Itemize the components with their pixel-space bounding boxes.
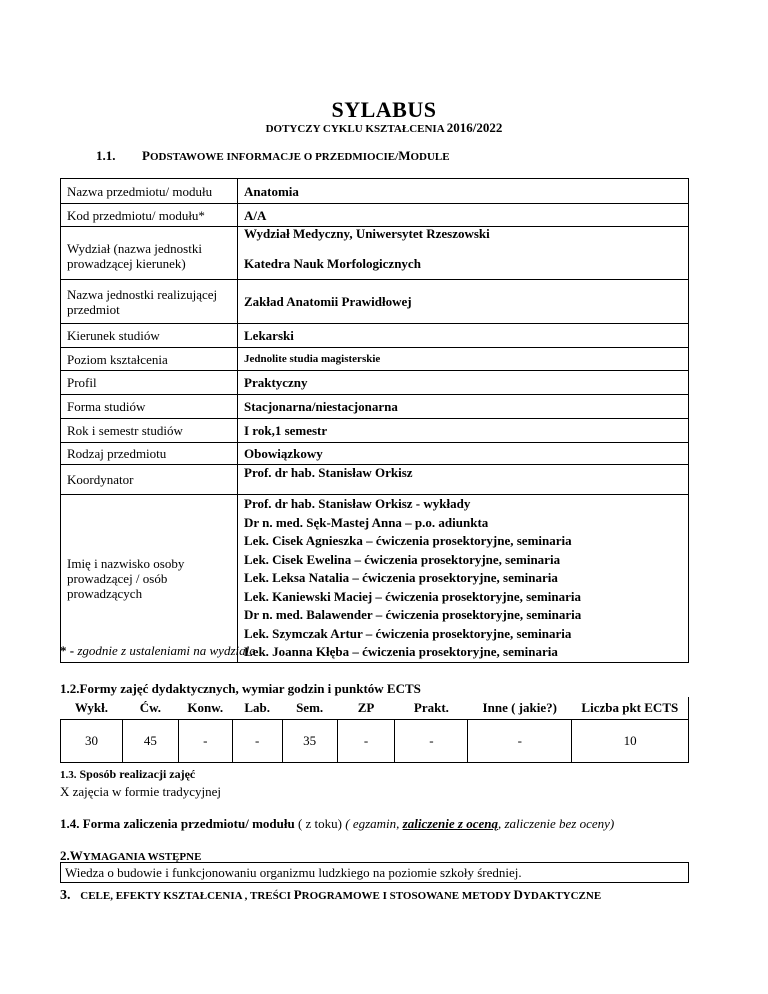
instructor: Dr n. med. Balawender – ćwiczenia prosektoryjne, seminaria bbox=[244, 607, 582, 622]
table-row bbox=[61, 227, 689, 280]
cycle-subtitle bbox=[0, 120, 768, 136]
info-label: Forma studiów bbox=[61, 395, 238, 419]
cycle-prefix: DOTYCZY CYKLU KSZTAŁCENIA bbox=[265, 123, 445, 135]
ects-value: 45 bbox=[122, 720, 178, 763]
ects-header: Prakt. bbox=[395, 697, 468, 720]
section-1-4-title: 1.4. Forma zaliczenia przedmiotu/ modułu bbox=[60, 816, 295, 831]
section-3-part1: CELE, EFEKTY KSZTAŁCENIA , TREŚCI bbox=[80, 890, 294, 902]
footnote-star: * - bbox=[60, 643, 75, 658]
table-row bbox=[61, 324, 689, 348]
info-value: Praktyczny bbox=[238, 371, 689, 395]
section-1-4-mid: ( z toku) bbox=[297, 816, 342, 831]
info-value: I rok,1 semestr bbox=[238, 419, 689, 443]
instructor: Lek. Joanna Kłęba – ćwiczenia prosektoryjne, seminaria bbox=[244, 644, 558, 659]
info-value: Obowiązkowy bbox=[238, 443, 689, 465]
section-1-1-cap: P bbox=[142, 148, 150, 163]
info-label: Kod przedmiotu/ modułu* bbox=[61, 204, 238, 227]
info-label: Wydział (nazwa jednostki prowadzącej kierunek) bbox=[61, 227, 238, 280]
info-label: Rodzaj przedmiotu bbox=[61, 443, 238, 465]
instructor: Dr n. med. Sęk-Mastej Anna – p.o. adiunkta bbox=[244, 514, 489, 530]
ects-value: - bbox=[395, 720, 468, 763]
ects-value: 30 bbox=[61, 720, 123, 763]
table-row bbox=[61, 280, 689, 324]
section-3-part3: YDAKTYCZNE bbox=[522, 890, 602, 902]
ects-value: - bbox=[468, 720, 572, 763]
section-1-1-text: ODSTAWOWE INFORMACJE O PRZEDMIOCIE/ bbox=[149, 151, 399, 163]
section-1-3-text: Sposób realizacji zajęć bbox=[79, 767, 196, 781]
section-1-4-close: , zaliczenie bez oceny) bbox=[498, 816, 615, 831]
ects-header: Inne ( jakie?) bbox=[468, 697, 572, 720]
instructor: Lek. Cisek Agnieszka – ćwiczenia prosektoryjne, seminaria bbox=[244, 533, 572, 548]
instructor: Lek. Kaniewski Maciej – ćwiczenia prosektoryjne, seminaria bbox=[244, 588, 581, 604]
table-row bbox=[61, 371, 689, 395]
ects-header-row bbox=[61, 697, 689, 720]
section-3-number: 3. bbox=[60, 888, 71, 903]
info-value: Stacjonarna/niestacjonarna bbox=[238, 395, 689, 419]
table-row bbox=[61, 465, 689, 495]
info-label: Rok i semestr studiów bbox=[61, 419, 238, 443]
section-3-cap-p: P bbox=[293, 887, 302, 902]
ects-value: 35 bbox=[282, 720, 337, 763]
instructors-list bbox=[238, 495, 689, 663]
ects-value: - bbox=[232, 720, 282, 763]
ects-value: - bbox=[178, 720, 232, 763]
info-value: Prof. dr hab. Stanisław Orkisz bbox=[238, 465, 689, 495]
ects-value: - bbox=[337, 720, 395, 763]
section-1-3-number: 1.3. bbox=[60, 769, 77, 781]
section-1-1-heading bbox=[96, 148, 450, 164]
ects-value: 10 bbox=[572, 720, 689, 763]
faculty-name: Wydział Medyczny, Uniwersytet Rzeszowski bbox=[244, 226, 490, 241]
info-label: Nazwa jednostki realizującej przedmiot bbox=[61, 280, 238, 324]
info-label: Kierunek studiów bbox=[61, 324, 238, 348]
ects-header: ZP bbox=[337, 697, 395, 720]
section-1-1-cap-m: M bbox=[398, 148, 411, 163]
table-row bbox=[61, 204, 689, 227]
table-row bbox=[61, 395, 689, 419]
section-3-title bbox=[60, 887, 601, 904]
prerequisites-box bbox=[60, 862, 689, 883]
section-2-number: 2.W bbox=[60, 848, 83, 863]
instructor: Prof. dr hab. Stanisław Orkisz - wykłady bbox=[244, 496, 471, 511]
info-label: Koordynator bbox=[61, 465, 238, 495]
table-row bbox=[61, 348, 689, 371]
section-2-text: YMAGANIA WSTĘPNE bbox=[82, 851, 202, 863]
section-3-cap-d: D bbox=[513, 887, 523, 902]
footnote-text: zgodnie z ustaleniami na wydziale bbox=[77, 643, 256, 658]
department-name: Katedra Nauk Morfologicznych bbox=[244, 256, 421, 271]
footnote bbox=[60, 643, 255, 659]
info-value: Anatomia bbox=[238, 179, 689, 204]
instructor: Lek. Szymczak Artur – ćwiczenia prosektoryjne, seminaria bbox=[244, 625, 572, 641]
page-title: SYLABUS bbox=[331, 97, 437, 122]
instructor: Lek. Cisek Ewelina – ćwiczenia prosektoryjne, seminaria bbox=[244, 551, 561, 567]
info-value: Jednolite studia magisterskie bbox=[238, 348, 689, 371]
prerequisites-text: Wiedza o budowie i funkcjonowaniu organizmu ludzkiego na poziomie szkoły średniej. bbox=[65, 865, 522, 880]
info-value: Lekarski bbox=[238, 324, 689, 348]
ects-header: Sem. bbox=[282, 697, 337, 720]
ects-header: Lab. bbox=[232, 697, 282, 720]
section-1-4 bbox=[60, 816, 614, 832]
ects-header: Liczba pkt ECTS bbox=[572, 697, 689, 720]
info-label: Poziom kształcenia bbox=[61, 348, 238, 371]
section-3-part2: ROGRAMOWE I STOSOWANE METODY bbox=[301, 890, 514, 902]
table-row bbox=[61, 419, 689, 443]
info-value bbox=[238, 227, 689, 280]
ects-table bbox=[60, 697, 689, 763]
section-1-4-open: ( egzamin, bbox=[345, 816, 400, 831]
info-label: Profil bbox=[61, 371, 238, 395]
section-1-3-line: X zajęcia w formie tradycyjnej bbox=[60, 784, 221, 799]
info-label: Nazwa przedmiotu/ modułu bbox=[61, 179, 238, 204]
ects-header: Ćw. bbox=[122, 697, 178, 720]
info-label: Imię i nazwisko osoby prowadzącej / osób prowadzących bbox=[61, 495, 238, 663]
section-1-1-end: ODULE bbox=[410, 151, 450, 163]
ects-header: Konw. bbox=[178, 697, 232, 720]
table-row bbox=[61, 179, 689, 204]
info-value: A/A bbox=[238, 204, 689, 227]
section-1-1-number: 1.1. bbox=[96, 148, 116, 163]
selected-assessment: zaliczenie z oceną bbox=[402, 816, 498, 831]
table-row bbox=[61, 495, 689, 663]
cycle-years: 2016/2022 bbox=[446, 120, 503, 135]
course-info-table bbox=[60, 178, 689, 663]
ects-header: Wykł. bbox=[61, 697, 123, 720]
table-row bbox=[61, 443, 689, 465]
info-value: Zakład Anatomii Prawidłowej bbox=[238, 280, 689, 324]
section-1-3-title bbox=[60, 767, 195, 782]
instructor: Lek. Leksa Natalia – ćwiczenia prosektoryjne, seminaria bbox=[244, 570, 558, 585]
section-1-2-title: 1.2.Formy zajęć dydaktycznych, wymiar godzin i punktów ECTS bbox=[60, 681, 421, 696]
ects-value-row bbox=[61, 720, 689, 763]
